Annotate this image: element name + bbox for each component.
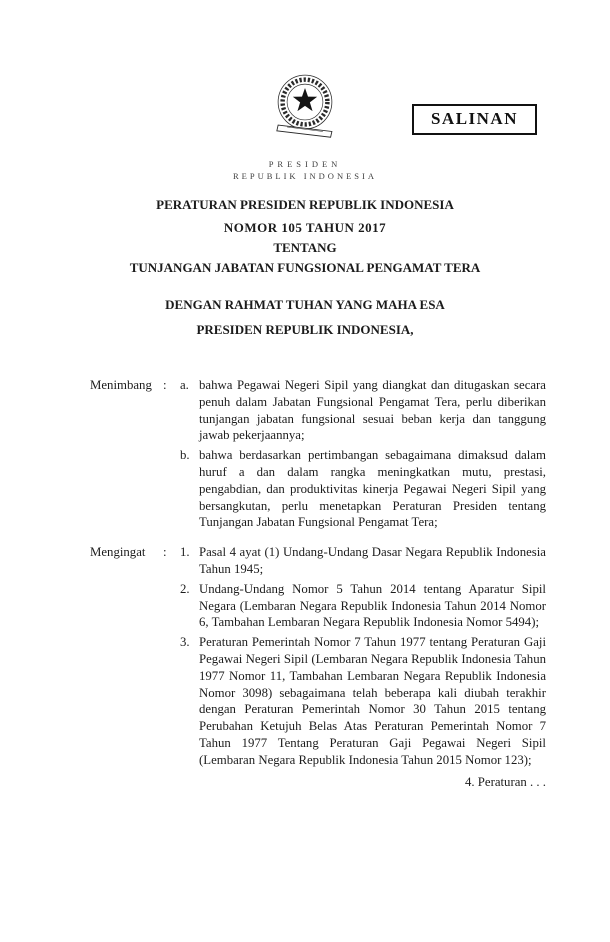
page-continuation-note: 4. Peraturan . . .	[464, 774, 546, 789]
list-item	[180, 634, 546, 768]
section-colon: :	[163, 545, 167, 560]
letterhead-republik-indonesia: REPUBLIK INDONESIA	[233, 171, 377, 181]
list-item	[180, 544, 546, 578]
item-marker: a.	[180, 378, 189, 392]
list-item	[180, 447, 546, 531]
list-item	[180, 581, 546, 631]
item-text: Peraturan Pemerintah Nomor 7 Tahun 1977 tentang Peraturan Gaji Pegawai Negeri Sipil (Lembaran Negara Republik Indonesia Tahun 1977 Nomor 11, Tambahan Lembaran Negara Republik Indonesia Nomor 3098) sebagaimana telah beberapa kali diubah terakhir dengan Peraturan Pemerintah Nomor 30 Tahun 2015 tentang Perubahan Ketujuh Belas Atas Peraturan Pemerintah Nomor 7 Tahun 1977 Tentang Peraturan Gaji Pegawai Negeri Sipil (Lembaran Negara Republik Indonesia Tahun 2015 Nomor 123);	[199, 635, 546, 767]
document-title-block	[0, 196, 610, 339]
section-label: Mengingat	[90, 545, 146, 560]
item-text: bahwa berdasarkan pertimbangan sebagaimana dimaksud dalam huruf a dan dalam rangka meningkatkan mutu, prestasi, pengabdian, dan produktivitas kinerja Pegawai Negeri Sipil yang bersangkutan, perlu menetapkan Peraturan Presiden tentang Tunjangan Jabatan Fungsional Pengamat Tera;	[199, 448, 546, 530]
section-colon: :	[163, 378, 167, 392]
section-menimbang	[90, 377, 546, 531]
item-text: Pasal 4 ayat (1) Undang-Undang Dasar Negara Republik Indonesia Tahun 1945;	[199, 545, 546, 576]
item-text: Undang-Undang Nomor 5 Tahun 2014 tentang Aparatur Sipil Negara (Lembaran Negara Republik Indonesia Tahun 2014 Nomor 6, Tambahan Lembaran Negara Republik Indonesia Nomor 5494);	[199, 581, 546, 630]
title-presiden-ri: PRESIDEN REPUBLIK INDONESIA,	[196, 322, 414, 337]
title-peraturan: PERATURAN PRESIDEN REPUBLIK INDONESIA	[156, 197, 454, 212]
salinan-stamp	[412, 104, 537, 135]
garuda-star-emblem-icon	[273, 70, 337, 152]
title-rahmat: DENGAN RAHMAT TUHAN YANG MAHA ESA	[165, 297, 445, 312]
letterhead-presiden: PRESIDEN	[268, 159, 342, 169]
item-marker: b.	[180, 448, 190, 463]
item-marker: 1.	[180, 545, 190, 560]
section-label: Menimbang	[90, 378, 152, 392]
item-marker: 3.	[180, 635, 190, 650]
title-tentang: TENTANG	[273, 240, 337, 255]
title-subject: TUNJANGAN JABATAN FUNGSIONAL PENGAMAT TERA	[129, 260, 481, 275]
title-nomor: NOMOR 105 TAHUN 2017	[223, 220, 387, 235]
letterhead	[0, 158, 610, 182]
salinan-stamp-label: SALINAN	[430, 109, 518, 128]
item-marker: 2.	[180, 581, 190, 596]
item-text: bahwa Pegawai Negeri Sipil yang diangkat dan ditugaskan secara penuh dalam Jabatan Fungsional Pengamat Tera, perlu diberikan tunjangan jabatan fungsional sesuai beban kerja dan tanggung jawab pekerjaannya;	[199, 378, 546, 443]
document-body	[90, 377, 546, 769]
list-item	[180, 377, 546, 444]
section-mengingat	[90, 544, 546, 768]
